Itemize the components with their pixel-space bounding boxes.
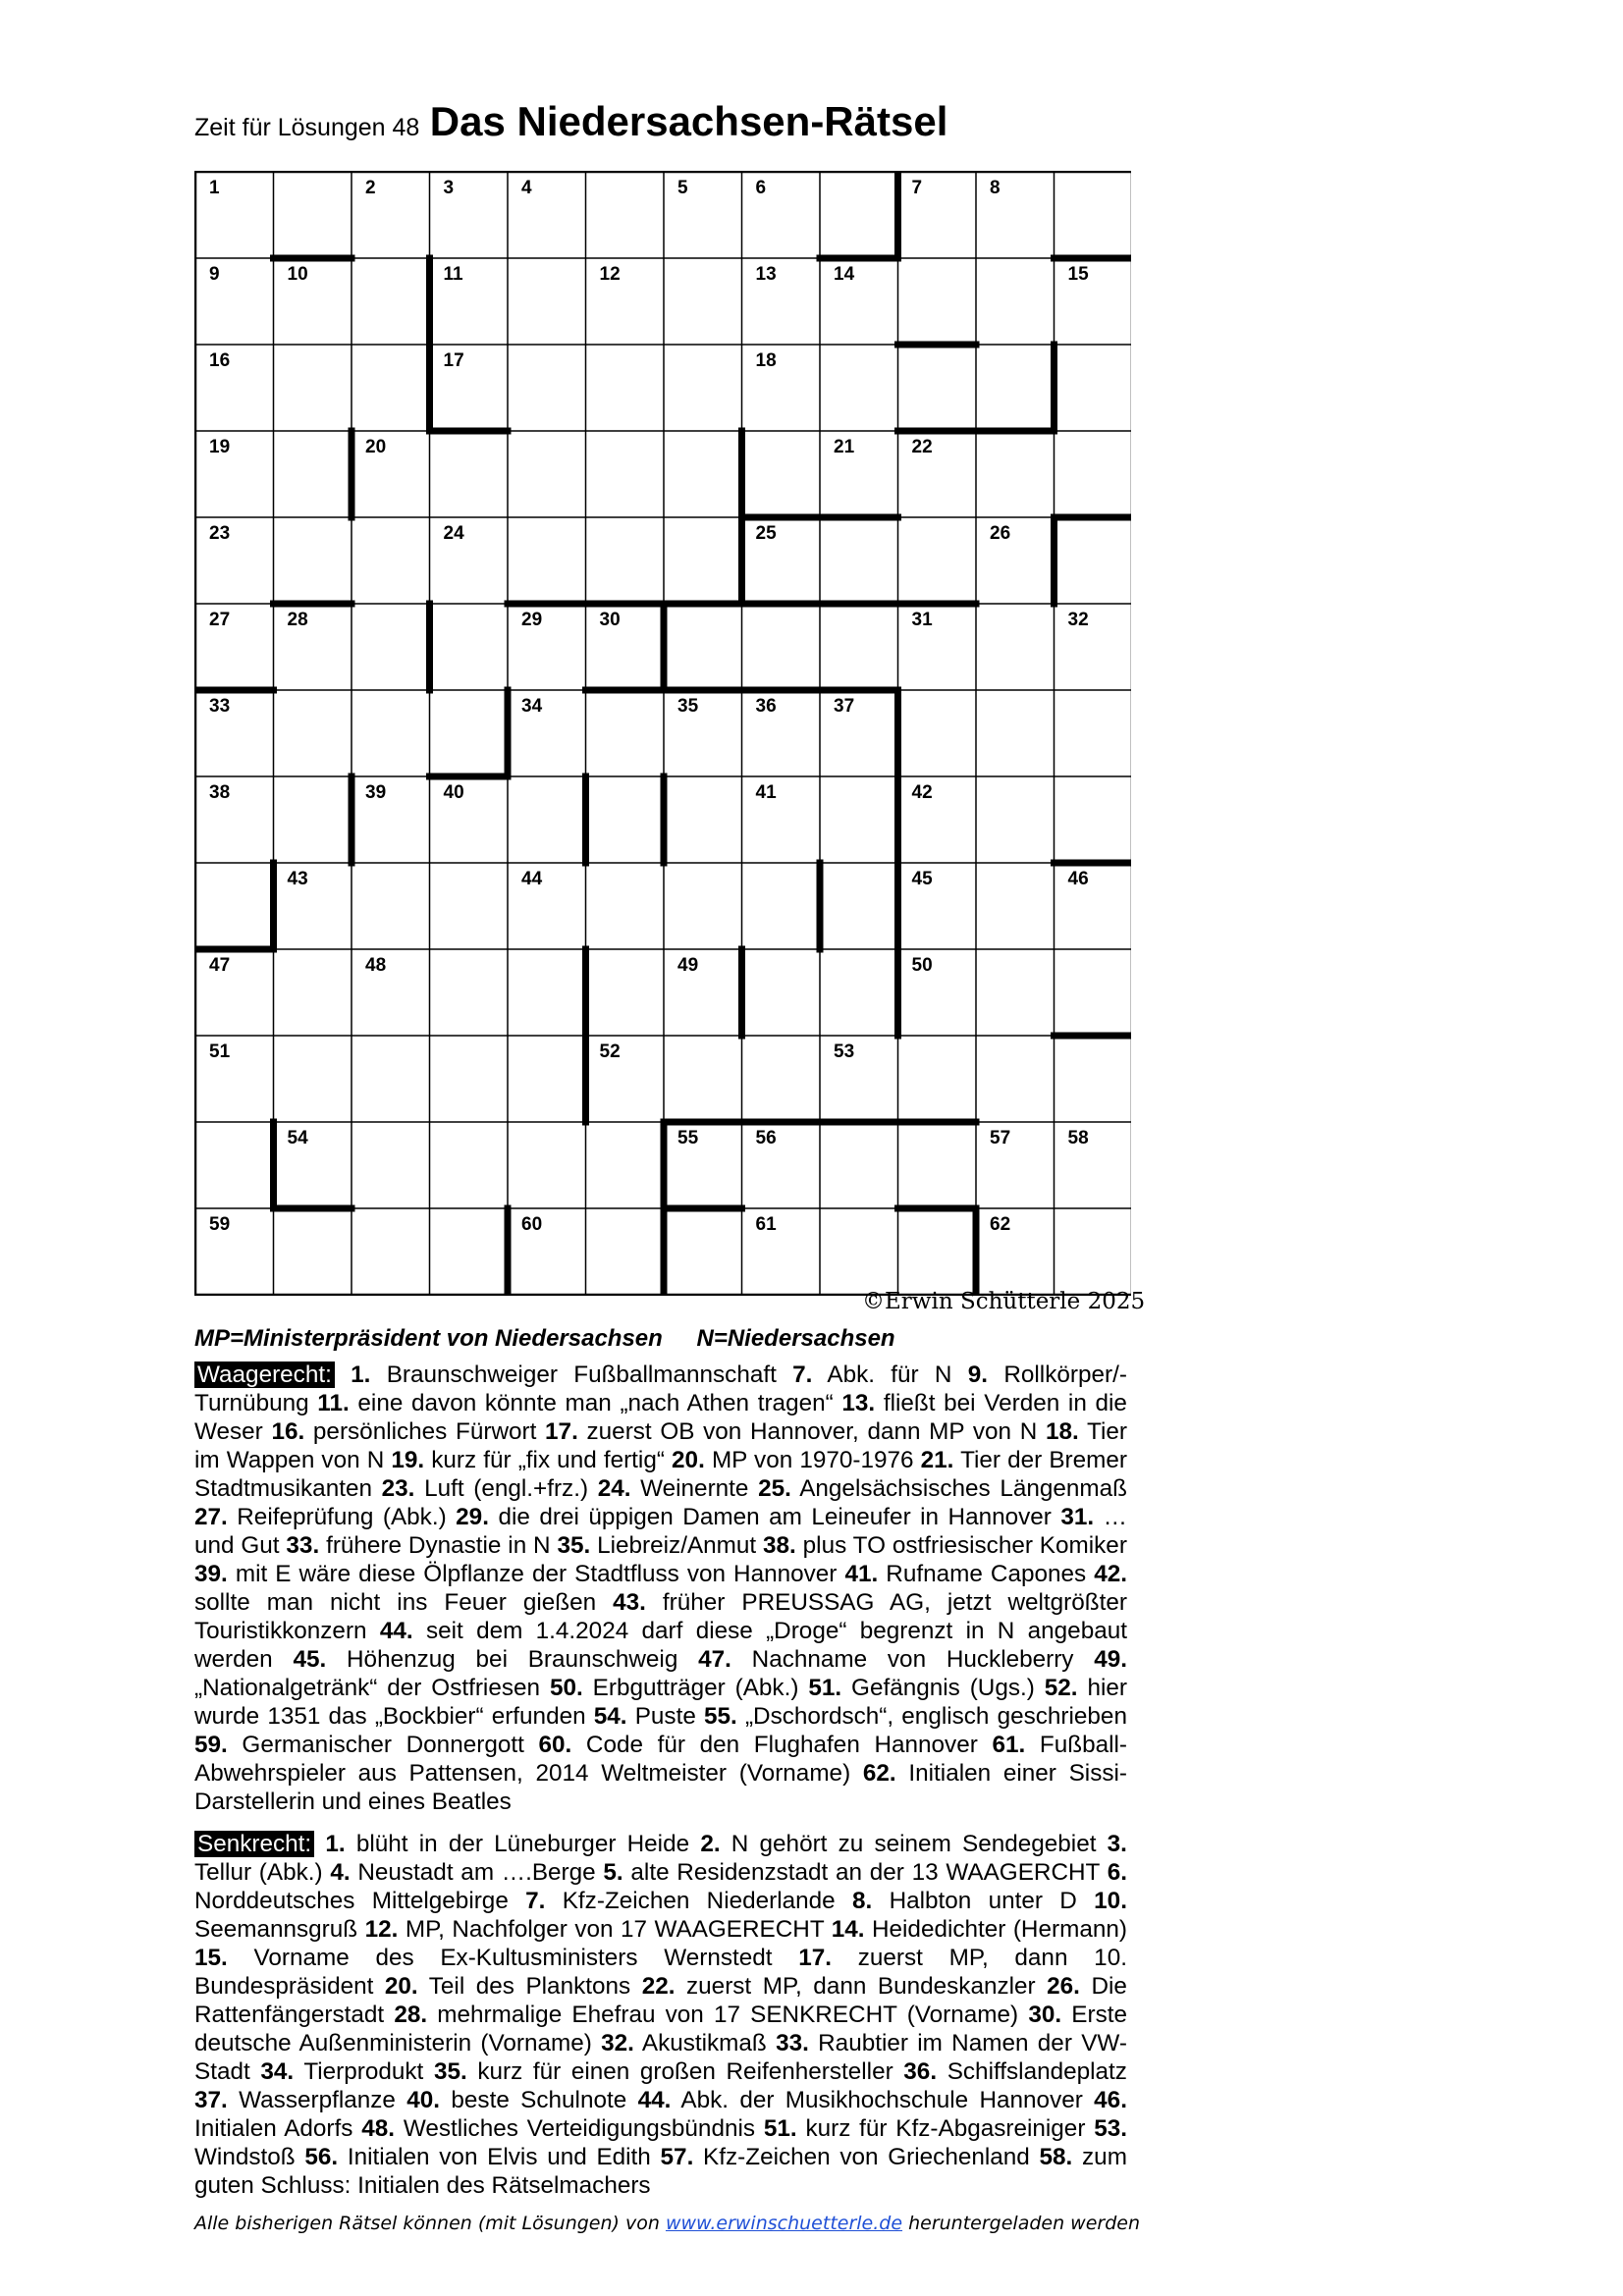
clue-text: Initialen von Elvis und Edith xyxy=(347,2144,651,2170)
clue-text: frühere Dynastie in N xyxy=(326,1532,551,1559)
clue-number: 1. xyxy=(325,1831,346,1857)
clue-text: N gehört zu seinem Sendegebiet xyxy=(730,1831,1097,1857)
clue-number: 10. xyxy=(1094,1888,1127,1914)
clue-number: 18. xyxy=(1045,1418,1079,1445)
clue-text: persönliches Fürwort xyxy=(312,1418,537,1445)
clue-text: Abk. für N xyxy=(827,1362,952,1388)
clue-text: Nachname von Huckleberry xyxy=(751,1646,1074,1673)
clue-text: Abk. der Musikhochschule Hannover xyxy=(680,2087,1083,2113)
clues-across xyxy=(194,1361,1127,1816)
cell-number: 35 xyxy=(677,696,699,717)
website-link[interactable]: www.erwinschuetterle.de xyxy=(665,2213,903,2234)
cell-number: 58 xyxy=(1067,1128,1089,1148)
clue-text: Vorname des Ex-Kultusministers Wernstedt xyxy=(253,1945,773,1971)
cell-number: 61 xyxy=(755,1214,777,1235)
clue-text: Liebreiz/Anmut xyxy=(597,1532,757,1559)
clue-text: Höhenzug bei Braunschweig xyxy=(347,1646,678,1673)
clue-number: 7. xyxy=(792,1362,813,1388)
clue-number: 16. xyxy=(271,1418,305,1445)
clue-number: 59. xyxy=(194,1732,228,1758)
clue-text: Initialen einer Sissi-Darstellerin und eines Beatles xyxy=(194,1760,1127,1815)
clue-number: 43. xyxy=(613,1589,646,1616)
clue-text: Teil des Planktons xyxy=(428,1973,631,2000)
cell-number: 9 xyxy=(209,264,220,285)
clue-number: 26. xyxy=(1047,1973,1080,2000)
clue-number: 27. xyxy=(194,1504,228,1530)
clue-text: zuerst MP, dann 10. Bundespräsident xyxy=(194,1945,1127,2000)
clue-text: Erste deutsche Außenministerin (Vorname) xyxy=(194,2002,1127,2056)
footer-text-end: heruntergeladen werden xyxy=(908,2213,1141,2234)
clue-text: fließt bei Verden in die Weser xyxy=(194,1390,1127,1445)
clue-text: Akustikmaß xyxy=(641,2030,767,2056)
clue-number: 2. xyxy=(700,1831,721,1857)
clue-number: 29. xyxy=(456,1504,489,1530)
cell-number: 53 xyxy=(834,1041,855,1062)
clue-number: 44. xyxy=(637,2087,672,2113)
clue-number: 33. xyxy=(776,2030,809,2056)
cell-number: 54 xyxy=(287,1128,308,1148)
clue-number: 55. xyxy=(704,1703,737,1730)
cell-number: 15 xyxy=(1067,264,1089,285)
cell-number: 32 xyxy=(1067,610,1089,630)
clue-number: 52. xyxy=(1044,1675,1078,1701)
clue-number: 45. xyxy=(293,1646,327,1673)
clue-number: 61. xyxy=(992,1732,1026,1758)
clue-text: beste Schulnote xyxy=(451,2087,627,2113)
cell-number: 19 xyxy=(209,437,231,457)
clue-text: Kfz-Zeichen Niederlande xyxy=(562,1888,836,1914)
cell-number: 42 xyxy=(911,782,933,803)
cell-number: 55 xyxy=(677,1128,699,1148)
clue-text: MP, Nachfolger von 17 WAAGERECHT xyxy=(405,1916,825,1943)
cell-number: 24 xyxy=(443,523,464,544)
clue-text: MP von 1970-1976 xyxy=(711,1447,914,1473)
cell-number: 37 xyxy=(834,696,855,717)
clue-number: 62. xyxy=(862,1760,896,1787)
clue-number: 56. xyxy=(304,2144,339,2170)
clue-number: 36. xyxy=(903,2058,938,2085)
cell-number: 28 xyxy=(287,610,308,630)
clue-number: 51. xyxy=(808,1675,842,1701)
cell-number: 48 xyxy=(365,955,387,976)
cell-number: 20 xyxy=(365,437,387,457)
clue-number: 9. xyxy=(967,1362,989,1388)
cell-number: 40 xyxy=(443,782,464,803)
clue-number: 23. xyxy=(381,1475,415,1502)
clue-number: 50. xyxy=(549,1675,583,1701)
cell-number: 2 xyxy=(365,178,376,198)
clue-text: kurz für Kfz-Abgasreiniger xyxy=(805,2115,1086,2142)
cell-number: 62 xyxy=(990,1214,1011,1235)
clue-text: Heidedichter (Hermann) xyxy=(871,1916,1127,1943)
clue-text: alte Residenzstadt an der 13 WAAGERCHT xyxy=(630,1859,1100,1886)
clue-text: Tier der Bremer Stadtmusikanten xyxy=(194,1447,1127,1502)
cell-number: 29 xyxy=(521,610,543,630)
clue-number: 39. xyxy=(194,1561,228,1587)
legend-mp: MP=Ministerpräsident von Niedersachsen xyxy=(194,1325,663,1352)
cell-number: 52 xyxy=(599,1041,621,1062)
clue-number: 54. xyxy=(593,1703,627,1730)
clue-text: Neustadt am ….Berge xyxy=(357,1859,596,1886)
clue-number: 24. xyxy=(597,1475,631,1502)
clue-text: seit dem 1.4.2024 darf diese „Droge“ begrenzt in N angebaut werden xyxy=(194,1618,1127,1673)
abbreviation-legend xyxy=(194,1325,895,1353)
clue-text: Braunschweiger Fußballmannschaft xyxy=(386,1362,777,1388)
clue-number: 17. xyxy=(545,1418,578,1445)
clue-number: 40. xyxy=(406,2087,441,2113)
cell-number: 56 xyxy=(755,1128,777,1148)
clue-text: blüht in der Lüneburger Heide xyxy=(355,1831,690,1857)
cell-number: 34 xyxy=(521,696,543,717)
cell-number: 45 xyxy=(911,869,933,889)
cell-number: 25 xyxy=(755,523,777,544)
cell-number: 21 xyxy=(834,437,855,457)
footer-text: Alle bisherigen Rätsel können (mit Lösungen) von xyxy=(194,2213,660,2234)
clue-number: 5. xyxy=(603,1859,623,1886)
clue-number: 51. xyxy=(763,2115,797,2142)
clue-text: Seemannsgruß xyxy=(194,1916,358,1943)
clue-text: Gefängnis (Ugs.) xyxy=(851,1675,1035,1701)
clue-text: Tierprodukt xyxy=(303,2058,424,2085)
cell-number: 43 xyxy=(287,869,308,889)
clue-number: 42. xyxy=(1094,1561,1127,1587)
cell-number: 12 xyxy=(599,264,621,285)
clue-text: Weinernte xyxy=(640,1475,749,1502)
cell-number: 49 xyxy=(677,955,699,976)
clue-number: 13. xyxy=(841,1390,876,1416)
clue-number: 41. xyxy=(844,1561,879,1587)
clue-text: Raubtier im Namen der VW-Stadt xyxy=(194,2030,1127,2085)
clue-text: Westliches Verteidigungsbündnis xyxy=(403,2115,756,2142)
clue-text: Windstoß xyxy=(194,2144,296,2170)
clue-number: 7. xyxy=(525,1888,546,1914)
clue-text: Initialen Adorfs xyxy=(194,2115,353,2142)
clue-number: 35. xyxy=(433,2058,467,2085)
cell-number: 26 xyxy=(990,523,1011,544)
clue-number: 48. xyxy=(361,2115,396,2142)
cell-number: 50 xyxy=(911,955,933,976)
cell-number: 16 xyxy=(209,350,231,371)
cell-number: 27 xyxy=(209,610,231,630)
clue-text: Angelsächsisches Längenmaß xyxy=(799,1475,1127,1502)
clue-text: Schiffslandeplatz xyxy=(947,2058,1127,2085)
clue-text: „Dschordsch“, englisch geschrieben xyxy=(744,1703,1127,1730)
clue-text: Wasserpflanze xyxy=(239,2087,396,2113)
cell-number: 17 xyxy=(443,350,464,371)
cell-number: 3 xyxy=(443,178,455,198)
clue-number: 11. xyxy=(317,1390,350,1416)
clue-number: 34. xyxy=(260,2058,295,2085)
cell-number: 31 xyxy=(911,610,933,630)
clue-text: Halbton unter D xyxy=(889,1888,1077,1914)
cell-number: 59 xyxy=(209,1214,231,1235)
clue-text: die drei üppigen Damen am Leineufer in Hannover xyxy=(498,1504,1052,1530)
cell-number: 6 xyxy=(755,178,767,198)
clue-text: Rollkörper/-Turnübung xyxy=(194,1362,1127,1416)
clue-text: zum guten Schluss: Initialen des Rätselmachers xyxy=(194,2144,1127,2199)
clue-number: 46. xyxy=(1094,2087,1127,2113)
clue-text: Rufname Capones xyxy=(886,1561,1087,1587)
clue-number: 37. xyxy=(194,2087,228,2113)
clue-text: Kfz-Zeichen von Griechenland xyxy=(703,2144,1030,2170)
cell-number: 8 xyxy=(990,178,1001,198)
copyright-notice: ©Erwin Schütterle 2025 xyxy=(862,1289,1146,1314)
clue-number: 35. xyxy=(557,1532,591,1559)
cell-number: 51 xyxy=(209,1041,231,1062)
clue-text: hier wurde 1351 das „Bockbier“ erfunden xyxy=(194,1675,1127,1730)
clue-number: 44. xyxy=(379,1618,413,1644)
cell-number: 57 xyxy=(990,1128,1011,1148)
clue-number: 20. xyxy=(384,1973,418,2000)
clue-text: zuerst MP, dann Bundeskanzler xyxy=(686,1973,1036,2000)
cell-number: 36 xyxy=(755,696,777,717)
clue-number: 8. xyxy=(852,1888,873,1914)
clue-number: 49. xyxy=(1094,1646,1128,1673)
cell-number: 18 xyxy=(755,350,777,371)
clue-text: Puste xyxy=(634,1703,696,1730)
footer xyxy=(194,2213,1140,2234)
cell-number: 60 xyxy=(521,1214,543,1235)
clue-text: plus TO ostfriesischer Komiker xyxy=(802,1532,1127,1559)
clue-number: 47. xyxy=(698,1646,731,1673)
clue-number: 58. xyxy=(1039,2144,1073,2170)
clue-text: „Nationalgetränk“ der Ostfriesen xyxy=(194,1675,541,1701)
cell-number: 4 xyxy=(521,178,532,198)
clue-number: 17. xyxy=(798,1945,833,1971)
clue-number: 12. xyxy=(364,1916,399,1943)
clue-number: 14. xyxy=(831,1916,865,1943)
cell-number: 10 xyxy=(287,264,308,285)
clue-text: Germanischer Donnergott xyxy=(242,1732,524,1758)
clue-text: früher PREUSSAG AG, jetzt weltgrößter Touristikkonzern xyxy=(194,1589,1127,1644)
clue-number: 20. xyxy=(672,1447,705,1473)
clue-number: 38. xyxy=(763,1532,796,1559)
clue-text: kurz für „fix und fertig“ xyxy=(431,1447,665,1473)
cell-number: 13 xyxy=(755,264,777,285)
cell-number: 14 xyxy=(834,264,855,285)
crossword-grid xyxy=(194,171,1131,1296)
legend-n: N=Niedersachsen xyxy=(696,1325,895,1352)
clue-text: … und Gut xyxy=(194,1504,1127,1559)
clue-text: sollte man nicht ins Feuer gießen xyxy=(194,1589,597,1616)
clue-text: Fußball-Abwehrspieler aus Pattensen, 2014 Weltmeister (Vorname) xyxy=(194,1732,1127,1787)
clue-number: 30. xyxy=(1028,2002,1062,2028)
clue-text: Erbgutträger (Abk.) xyxy=(592,1675,799,1701)
clue-text: mehrmalige Ehefrau von 17 SENKRECHT (Vorname) xyxy=(437,2002,1019,2028)
page-title: Das Niedersachsen-Rätsel xyxy=(429,98,948,144)
clue-number: 60. xyxy=(538,1732,572,1758)
clue-text: Tellur (Abk.) xyxy=(194,1859,323,1886)
cell-number: 30 xyxy=(599,610,621,630)
cell-number: 46 xyxy=(1067,869,1089,889)
clue-text: Die Rattenfängerstadt xyxy=(194,1973,1127,2028)
clue-number: 6. xyxy=(1107,1859,1127,1886)
clue-text: Norddeutsches Mittelgebirge xyxy=(194,1888,509,1914)
clue-text: Tier im Wappen von N xyxy=(194,1418,1127,1473)
clue-number: 32. xyxy=(601,2030,634,2056)
clues-down xyxy=(194,1830,1127,2200)
clue-number: 3. xyxy=(1107,1831,1127,1857)
cell-number: 44 xyxy=(521,869,543,889)
clue-number: 25. xyxy=(758,1475,791,1502)
cell-number: 22 xyxy=(911,437,933,457)
cell-number: 11 xyxy=(443,264,463,285)
cell-number: 7 xyxy=(911,178,923,198)
cell-number: 39 xyxy=(365,782,387,803)
clue-number: 53. xyxy=(1094,2115,1128,2142)
cell-number: 23 xyxy=(209,523,231,544)
page-header xyxy=(194,98,947,145)
clue-text: Code für den Flughafen Hannover xyxy=(585,1732,978,1758)
clue-text: eine davon könnte man „nach Athen tragen“ xyxy=(357,1390,834,1416)
down-heading: Senkrecht: xyxy=(194,1831,314,1857)
clue-number: 1. xyxy=(351,1362,371,1388)
clue-number: 28. xyxy=(394,2002,428,2028)
clue-number: 22. xyxy=(641,1973,676,2000)
clue-text: Reifeprüfung (Abk.) xyxy=(237,1504,447,1530)
cell-number: 33 xyxy=(209,696,231,717)
clue-number: 19. xyxy=(391,1447,425,1473)
issue-label: Zeit für Lösungen 48 xyxy=(194,114,420,141)
clue-text: Luft (engl.+frz.) xyxy=(424,1475,589,1502)
across-heading: Waagerecht: xyxy=(194,1362,335,1388)
clue-number: 33. xyxy=(286,1532,320,1559)
cell-number: 5 xyxy=(677,178,688,198)
clue-number: 31. xyxy=(1060,1504,1095,1530)
clue-text: kurz für einen großen Reifenhersteller xyxy=(477,2058,893,2085)
clue-number: 21. xyxy=(920,1447,954,1473)
clue-number: 15. xyxy=(194,1945,228,1971)
clue-text: zuerst OB von Hannover, dann MP von N xyxy=(586,1418,1038,1445)
clue-number: 4. xyxy=(330,1859,351,1886)
cell-number: 38 xyxy=(209,782,231,803)
clue-text: mit E wäre diese Ölpflanze der Stadtfluss von Hannover xyxy=(235,1561,838,1587)
cell-number: 1 xyxy=(209,178,220,198)
cell-number: 41 xyxy=(755,782,777,803)
clue-number: 57. xyxy=(660,2144,694,2170)
cell-number: 47 xyxy=(209,955,231,976)
